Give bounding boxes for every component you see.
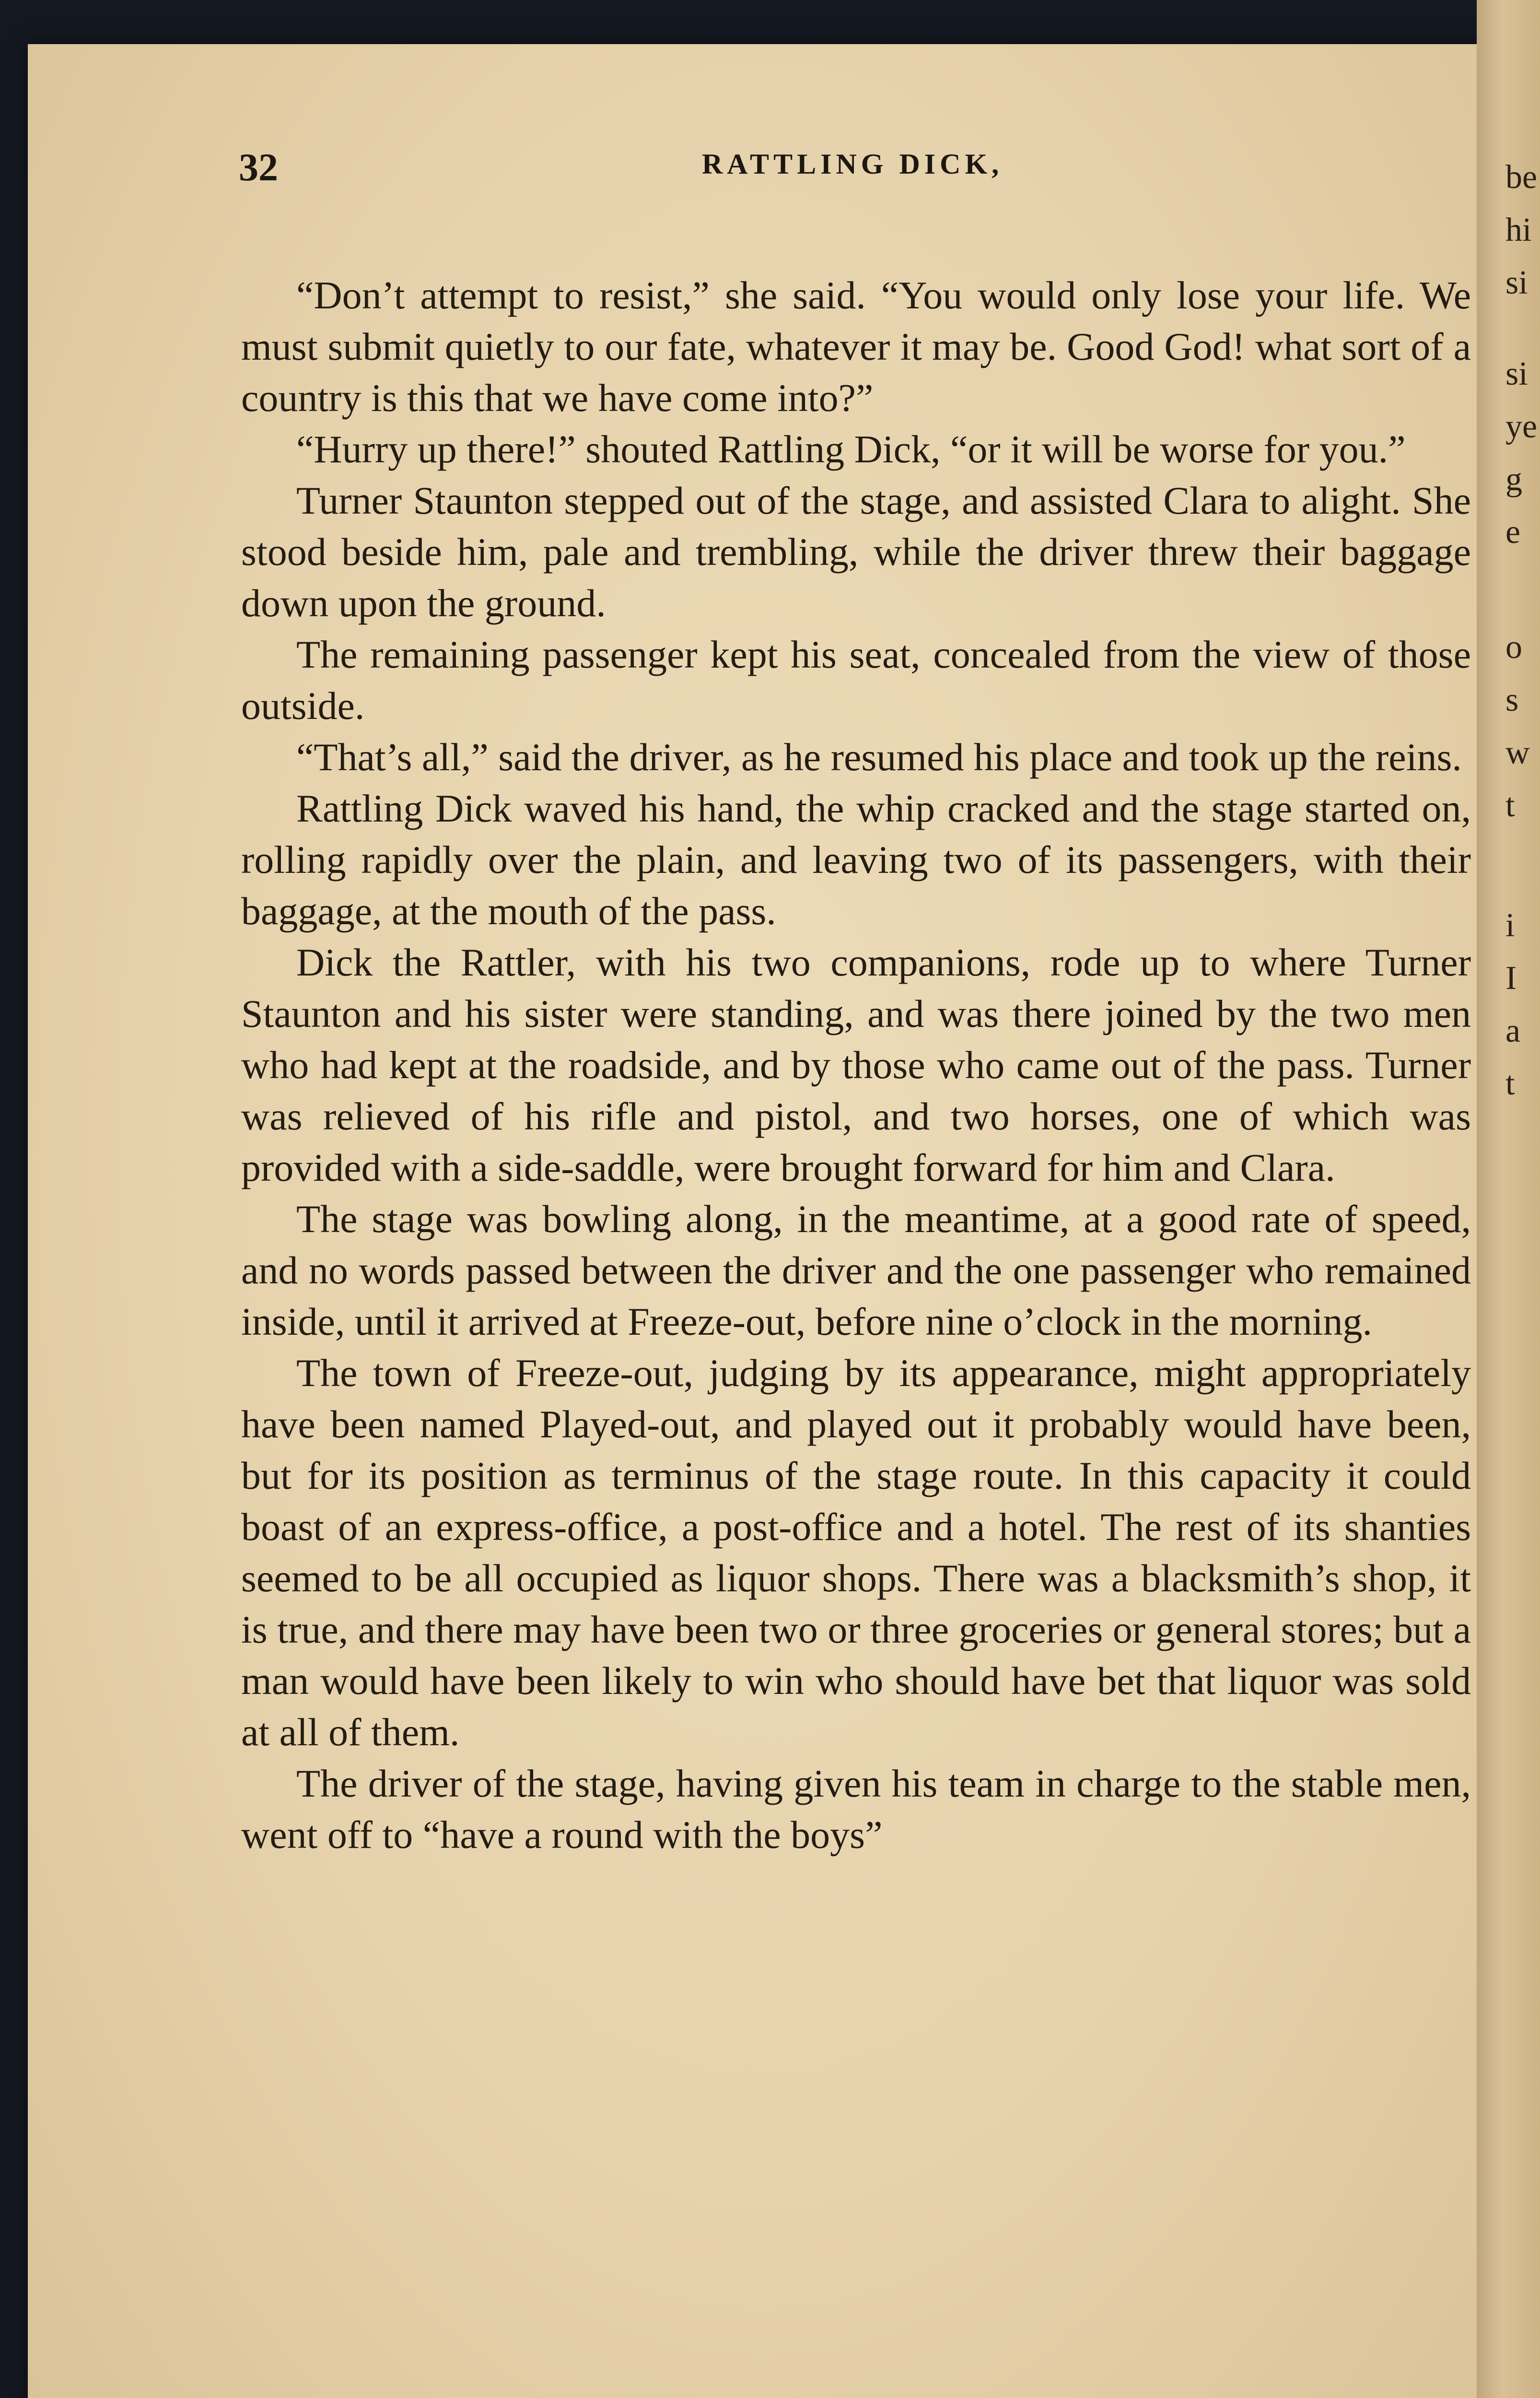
page-number: 32 (239, 145, 278, 189)
next-page-fragment: ye (1505, 408, 1538, 445)
next-page-fragment: g (1505, 461, 1522, 498)
next-page-fragment: t (1505, 1065, 1515, 1102)
paragraph: “Don’t attempt to resist,” she said. “You would only lose your life. We must submit quietly to our fate, whatever it may be. Good God! what sort of a country is this that we have come into?” (241, 273, 1471, 420)
book-page (28, 44, 1498, 2398)
page-header (239, 145, 1466, 198)
body-text (241, 270, 1471, 1860)
paragraph: Dick the Rattler, with his two companions, rode up to where Turner Staunton and his sister were standing, and was there joined by the two men who had kept at the roadside, and by those who came out of the pass. Turner was relieved of his rifle and pistol, and two horses, one of which was provided with a side-saddle, were brought forward for him and Clara. (241, 940, 1471, 1189)
next-page-fragment: hi (1505, 212, 1532, 248)
next-page-edge (1477, 0, 1540, 2398)
next-page-fragment: t (1505, 787, 1515, 824)
paragraph: The driver of the stage, having given his team in charge to the stable men, went off to “have a round with the boys” (241, 1762, 1471, 1857)
next-page-fragment: w (1505, 734, 1530, 771)
next-page-fragment: e (1505, 514, 1521, 551)
paragraph: “Hurry up there!” shouted Rattling Dick, “or it will be worse for you.” (296, 427, 1406, 471)
next-page-fragment: s (1505, 682, 1519, 718)
next-page-fragment: be (1505, 159, 1538, 196)
paragraph: Rattling Dick waved his hand, the whip cracked and the stage started on, rolling rapidly over the plain, and leaving two of its passengers, with their baggage, at the mouth of the pass. (241, 787, 1471, 933)
paragraph: “That’s all,” said the driver, as he resumed his place and took up the reins. (296, 735, 1462, 779)
paragraph: The stage was bowling along, in the meantime, at a good rate of speed, and no words passed between the driver and the one passenger who remained inside, until it arrived at Freeze-out, before nine o’clock in the morning. (241, 1197, 1471, 1343)
next-page-fragment: a (1505, 1012, 1521, 1049)
next-page-fragment: si (1505, 264, 1528, 301)
paragraph: The remaining passenger kept his seat, concealed from the view of those outside. (241, 633, 1471, 728)
next-page-fragment: i (1505, 907, 1515, 944)
running-head: RATTLING DICK, (701, 148, 1003, 180)
paragraph: Turner Staunton stepped out of the stage, and assisted Clara to alight. She stood beside him, pale and trembling, while the driver threw their baggage down upon the ground. (241, 479, 1471, 625)
next-page-fragment: o (1505, 629, 1522, 666)
paragraph: The town of Freeze-out, judging by its appearance, might appropriately have been named Played-out, and played out it probably would have been, but for its position as terminus of the stage route. In this capacity it could boast of an express-office, a post-office and a hotel. The rest of its shanties seemed to be all occupied as liquor shops. There was a blacksmith’s shop, it is true, and there may have been two or three groceries or general stores; but a man would have been likely to win who should have bet that liquor was sold at all of them. (241, 1351, 1471, 1754)
next-page-fragment: si (1505, 355, 1528, 392)
next-page-fragment: I (1505, 960, 1517, 997)
